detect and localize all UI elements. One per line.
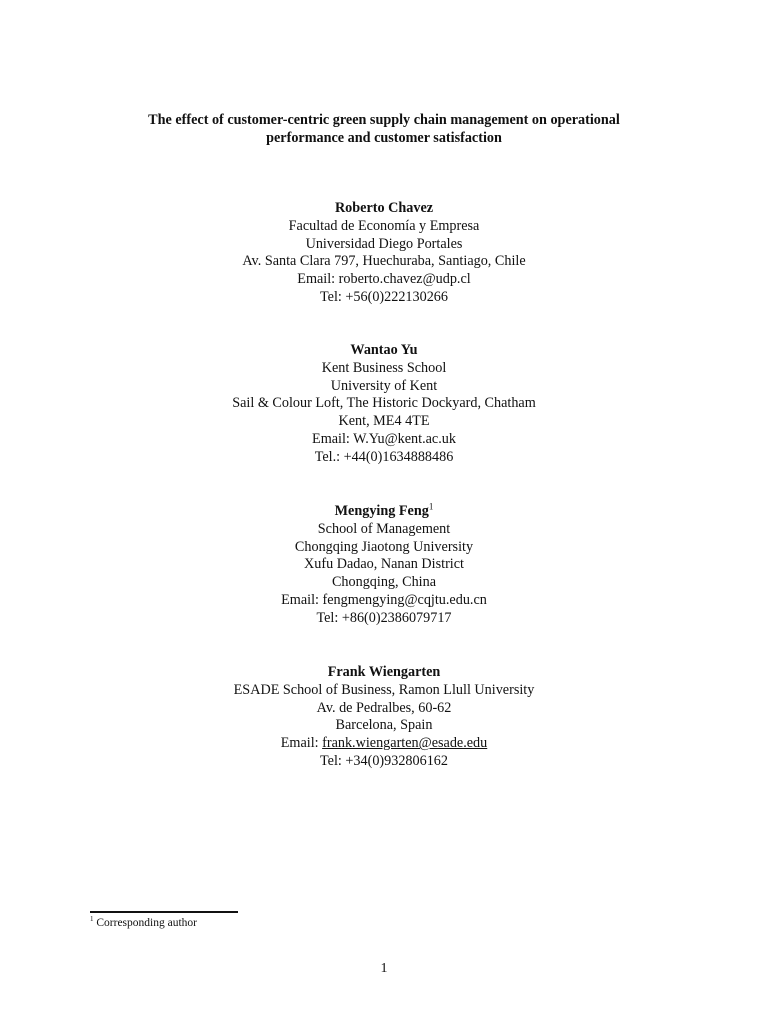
- author-tel: Tel: +56(0)222130266: [320, 288, 448, 305]
- title-line-2: performance and customer satisfaction: [266, 130, 502, 146]
- affiliation-line: Chongqing Jiaotong University: [294, 538, 474, 555]
- email-link[interactable]: frank.wiengarten@esade.edu: [322, 735, 488, 752]
- footnote-text: Corresponding author: [93, 917, 197, 929]
- author-block-chavez: [134, 200, 634, 307]
- author-tel: Tel.: +44(0)1634888486: [314, 448, 454, 465]
- footnote-marker: 1: [90, 915, 94, 924]
- affiliation-line: Universidad Diego Portales: [305, 235, 463, 252]
- affiliation-line: Av. Santa Clara 797, Huechuraba, Santiago, Chile: [242, 253, 526, 270]
- author-email: Email: fengmengying@cqjtu.edu.cn: [281, 591, 487, 608]
- author-name: Wantao Yu: [350, 342, 418, 358]
- affiliation-line: ESADE School of Business, Ramon Llull University: [233, 681, 535, 698]
- author-email: Email: W.Yu@kent.ac.uk: [312, 430, 456, 447]
- author-block-feng: [134, 503, 634, 628]
- title-line-1: The effect of customer-centric green supply chain management on operational: [148, 112, 620, 128]
- author-block-wiengarten: [134, 664, 634, 771]
- footnote: [90, 915, 197, 931]
- affiliation-line: Av. de Pedralbes, 60-62: [316, 699, 452, 716]
- author-name: Frank Wiengarten: [327, 664, 441, 680]
- email-address: roberto.chavez@udp.cl: [338, 271, 471, 288]
- affiliation-line: Chongqing, China: [331, 574, 437, 591]
- author-name: Mengying Feng$^1$: [334, 501, 434, 519]
- author-email: Email: roberto.chavez@udp.cl: [297, 271, 471, 288]
- affiliation-line: Sail & Colour Loft, The Historic Dockyard, Chatham: [232, 395, 536, 412]
- affiliation-line: Barcelona, Spain: [335, 717, 433, 734]
- footnote-divider: [90, 911, 238, 913]
- author-name: Roberto Chavez: [334, 200, 434, 216]
- affiliation-line: Facultad de Economía y Empresa: [288, 217, 480, 234]
- email-address: fengmengying@cqjtu.edu.cn: [322, 591, 487, 608]
- author-tel: Tel: +34(0)932806162: [320, 752, 448, 769]
- page-number: 1: [380, 961, 388, 976]
- author-block-yu: [134, 342, 634, 467]
- author-email: Email: frank.wiengarten@esade.edu: [280, 735, 488, 752]
- email-address: W.Yu@kent.ac.uk: [353, 430, 456, 447]
- affiliation-line: School of Management: [317, 520, 451, 537]
- footnote-marker: 1: [428, 501, 434, 512]
- affiliation-line: Xufu Dadao, Nanan District: [304, 556, 464, 573]
- author-tel: Tel: +86(0)2386079717: [316, 609, 452, 626]
- paper-title: [100, 111, 668, 147]
- affiliation-line: Kent Business School: [321, 359, 447, 376]
- affiliation-line: University of Kent: [330, 377, 438, 394]
- affiliation-line: Kent, ME4 4TE: [338, 413, 430, 430]
